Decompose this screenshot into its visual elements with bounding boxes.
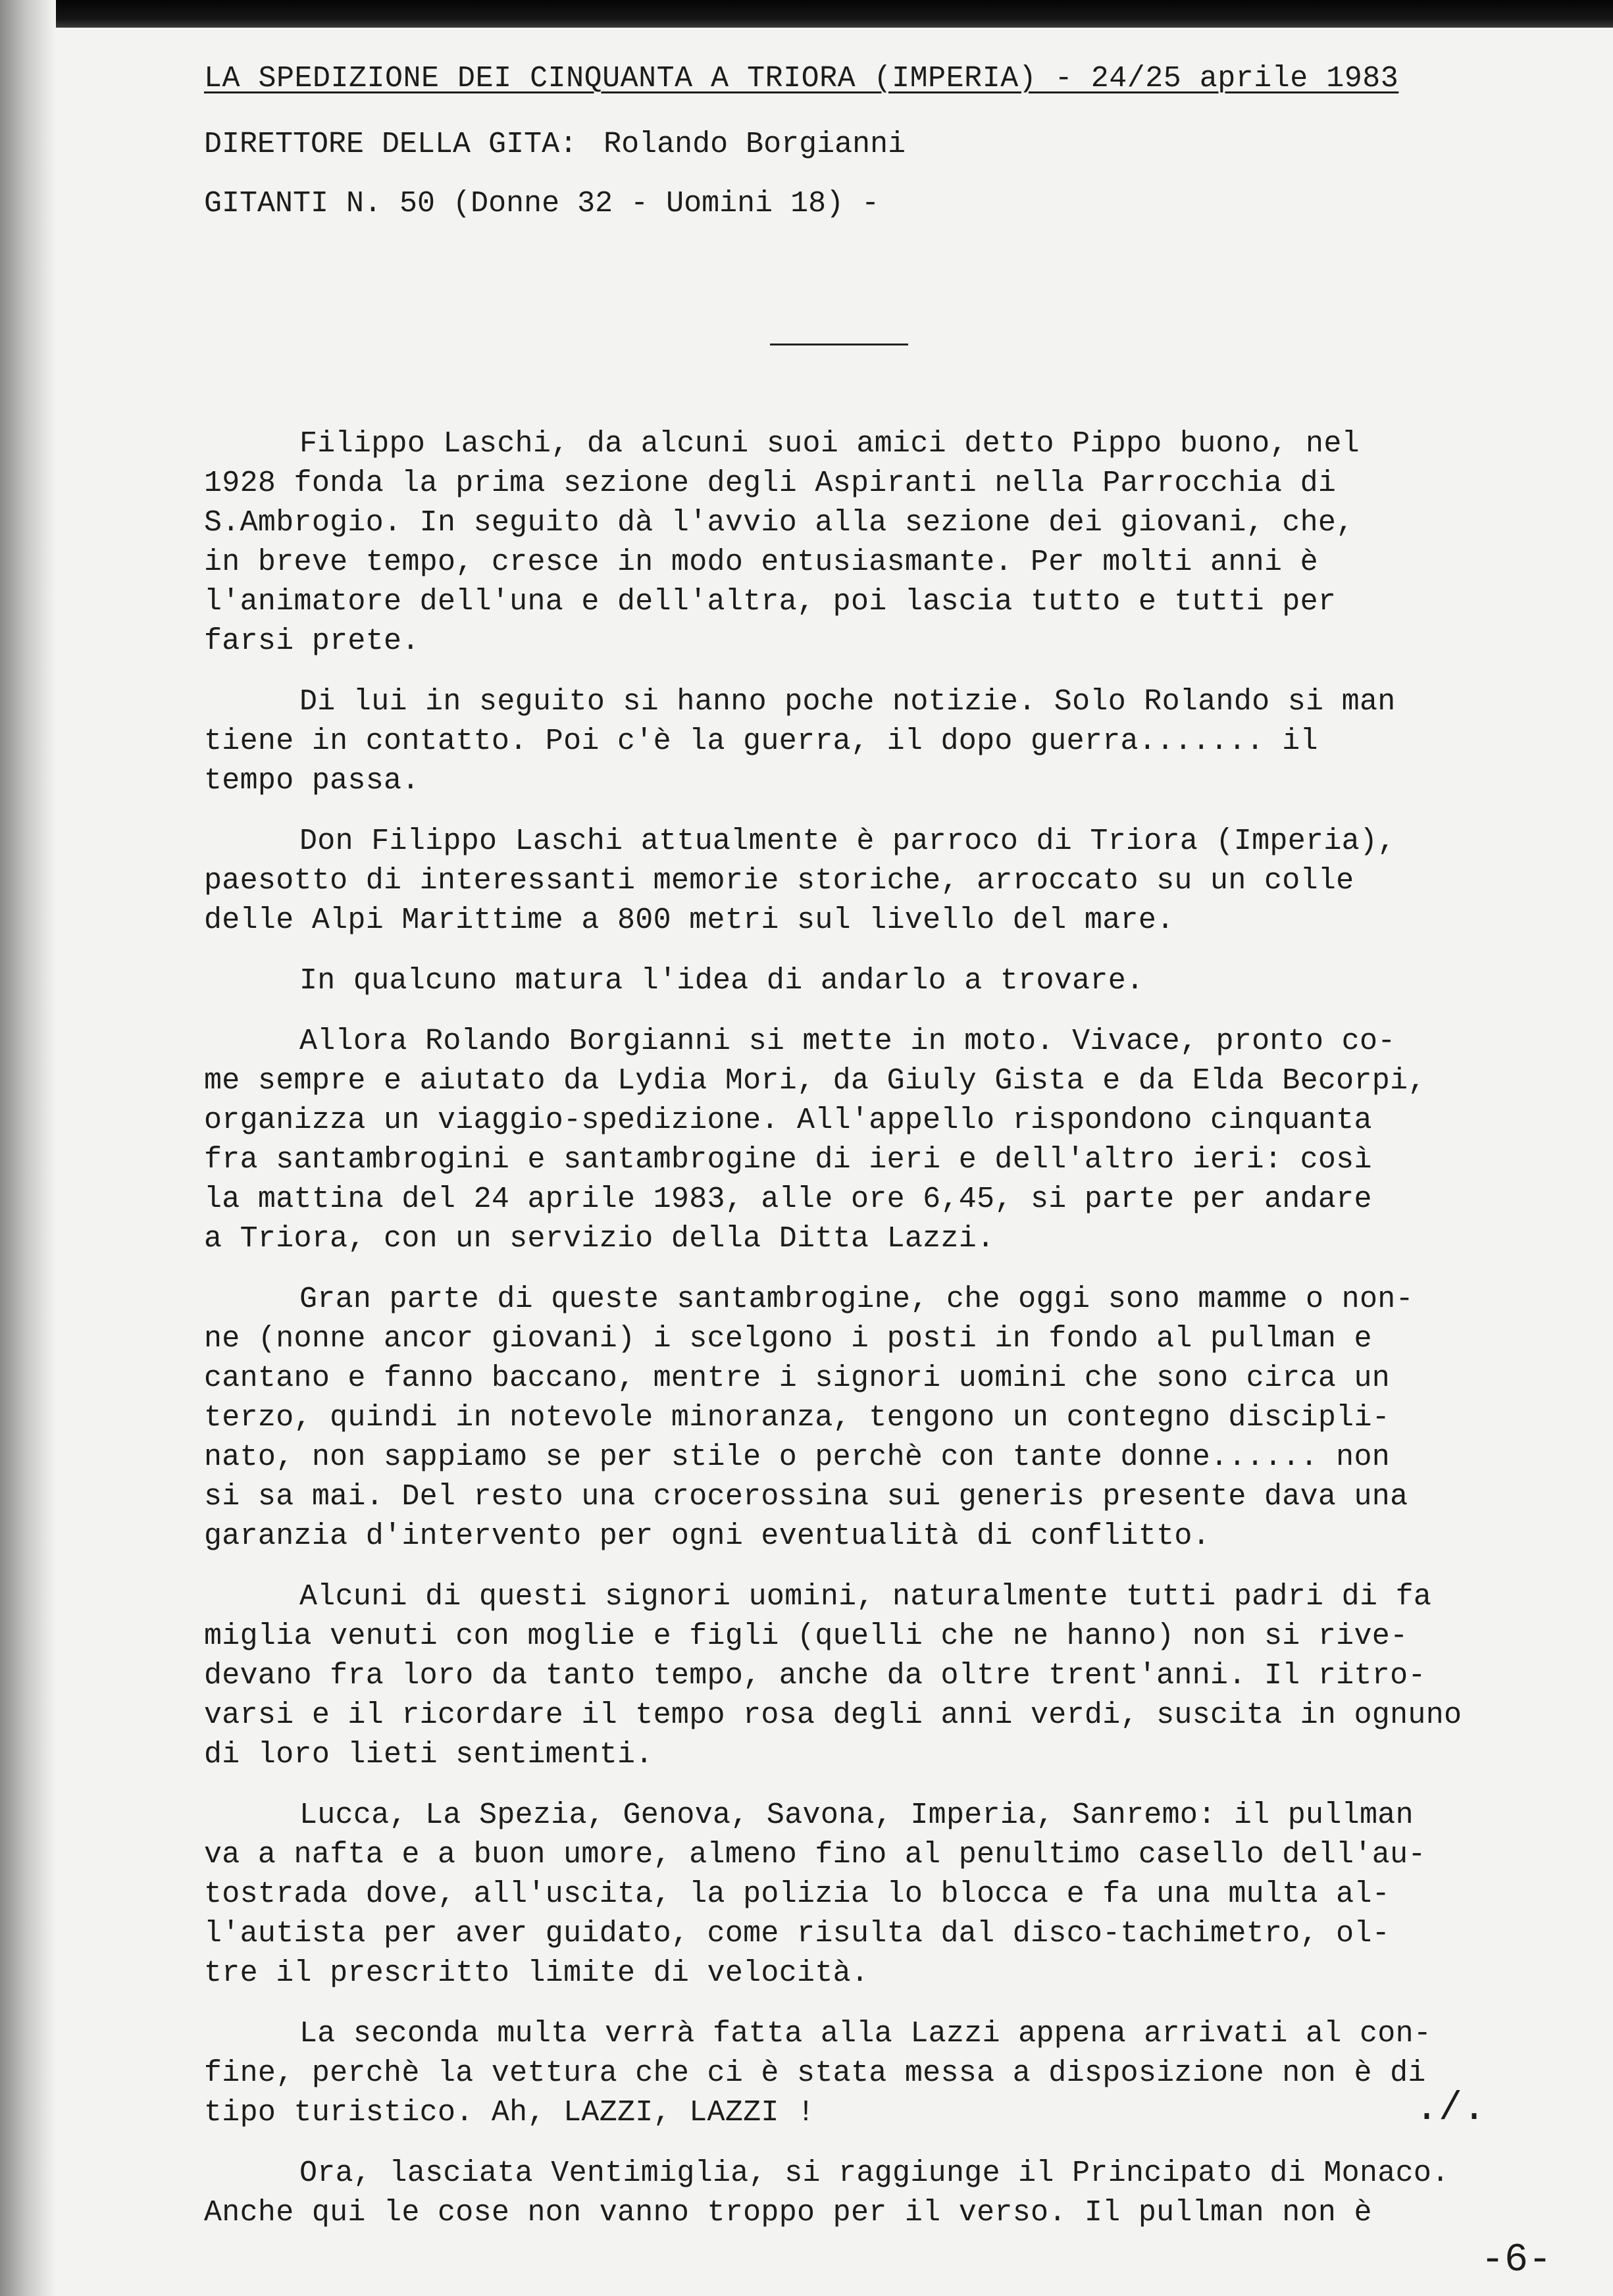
text-line: a Triora, con un servizio della Ditta Lazzi.: [204, 1222, 995, 1256]
paragraph: [204, 1577, 1540, 1775]
text-line: l'animatore dell'una e dell'altra, poi lascia tutto e tutti per: [204, 585, 1337, 619]
text-line: Lucca, La Spezia, Genova, Savona, Imperia, Sanremo: il pullman: [299, 1799, 1414, 1832]
paragraph: [204, 961, 1540, 1001]
text-line: si sa mai. Del resto una crocerossina sui generis presente dava una: [204, 1480, 1408, 1514]
text-line: fine, perchè la vettura che ci è stata messa a disposizione non è di: [204, 2056, 1426, 2090]
director-name: Rolando Borgianni: [603, 128, 906, 161]
participants-line: GITANTI N. 50 (Donne 32 - Uomini 18) -: [204, 187, 880, 220]
text-line: ne (nonne ancor giovani) i scelgono i posti in fondo al pullman e: [204, 1322, 1372, 1356]
paragraph: [204, 1796, 1540, 1993]
document-body: [204, 424, 1540, 2254]
text-line: La seconda multa verrà fatta alla Lazzi appena arrivati al con-: [299, 2017, 1432, 2051]
paragraph: [204, 2154, 1540, 2233]
text-line: In qualcuno matura l'idea di andarlo a trovare.: [299, 964, 1144, 998]
text-line: 1928 fonda la prima sezione degli Aspiranti nella Parrocchia di: [204, 467, 1337, 500]
text-line: organizza un viaggio-spedizione. All'appello rispondono cinquanta: [204, 1104, 1372, 1137]
paragraph: [204, 424, 1540, 661]
paragraph: [204, 1022, 1540, 1259]
text-line: nato, non sappiamo se per stile o perchè con tante donne...... non: [204, 1441, 1391, 1474]
text-line: tempo passa.: [204, 764, 420, 798]
text-line: tre il prescritto limite di velocità.: [204, 1956, 869, 1990]
director-label: DIRETTORE DELLA GITA:: [204, 128, 578, 161]
text-line: va a nafta e a buon umore, almeno fino al penultimo casello dell'au-: [204, 1838, 1426, 1872]
text-line: cantano e fanno baccano, mentre i signori uomini che sono circa un: [204, 1362, 1391, 1395]
paragraph: [204, 682, 1540, 801]
text-line: delle Alpi Marittime a 800 metri sul livello del mare.: [204, 904, 1175, 937]
text-line: devano fra loro da tanto tempo, anche da oltre trent'anni. Il ritro-: [204, 1659, 1426, 1693]
text-line: Allora Rolando Borgianni si mette in moto. Vivace, pronto co-: [299, 1025, 1396, 1058]
text-line: tipo turistico. Ah, LAZZI, LAZZI !: [204, 2096, 815, 2130]
text-line: terzo, quindi in notevole minoranza, tengono un contegno discipli-: [204, 1401, 1391, 1435]
paragraph: [204, 822, 1540, 940]
text-line: di loro lieti sentimenti.: [204, 1738, 653, 1772]
text-line: Ora, lasciata Ventimiglia, si raggiunge il Principato di Monaco.: [299, 2156, 1450, 2190]
paragraph: [204, 2014, 1540, 2133]
text-line: tiene in contatto. Poi c'è la guerra, il dopo guerra....... il: [204, 725, 1318, 758]
separator-rule: [770, 344, 908, 345]
document-title: LA SPEDIZIONE DEI CINQUANTA A TRIORA (IMPERIA) - 24/25 aprile 1983: [204, 62, 1399, 95]
text-line: in breve tempo, cresce in modo entusiasmante. Per molti anni è: [204, 546, 1318, 579]
page-number: -6-: [1481, 2238, 1552, 2283]
text-line: miglia venuti con moglie e figli (quelli che ne hanno) non si rive-: [204, 1620, 1408, 1653]
text-line: la mattina del 24 aprile 1983, alle ore 6,45, si parte per andare: [204, 1183, 1372, 1216]
text-line: garanzia d'intervento per ogni eventualità di conflitto.: [204, 1519, 1211, 1553]
document-page: [204, 59, 1540, 224]
text-line: Anche qui le cose non vanno troppo per il verso. Il pullman non è: [204, 2196, 1372, 2230]
text-line: Alcuni di questi signori uomini, naturalmente tutti padri di fa: [299, 1580, 1432, 1614]
text-line: varsi e il ricordare il tempo rosa degli anni verdi, suscita in ognuno: [204, 1698, 1462, 1732]
text-line: S.Ambrogio. In seguito dà l'avvio alla sezione dei giovani, che,: [204, 506, 1354, 540]
text-line: Di lui in seguito si hanno poche notizie. Solo Rolando si man: [299, 685, 1396, 719]
text-line: l'autista per aver guidato, come risulta dal disco-tachimetro, ol-: [204, 1917, 1391, 1951]
text-line: tostrada dove, all'uscita, la polizia lo blocca e fa una multa al-: [204, 1877, 1391, 1911]
text-line: Filippo Laschi, da alcuni suoi amici detto Pippo buono, nel: [299, 427, 1360, 461]
text-line: paesotto di interessanti memorie storiche, arroccato su un colle: [204, 864, 1354, 898]
paragraph: [204, 1280, 1540, 1556]
text-line: me sempre e aiutato da Lydia Mori, da Giuly Gista e da Elda Becorpi,: [204, 1064, 1426, 1098]
text-line: Gran parte di queste santambrogine, che oggi sono mamme o non-: [299, 1283, 1414, 1316]
scan-border-left: [0, 0, 56, 2296]
text-line: fra santambrogini e santambrogine di ieri e dell'altro ieri: così: [204, 1143, 1372, 1177]
scan-border-top: [0, 0, 1613, 28]
trip-director-line: [204, 125, 1540, 165]
text-line: farsi prete.: [204, 625, 420, 658]
text-line: Don Filippo Laschi attualmente è parroco di Triora (Imperia),: [299, 825, 1396, 858]
continuation-mark: ./.: [1415, 2087, 1487, 2131]
